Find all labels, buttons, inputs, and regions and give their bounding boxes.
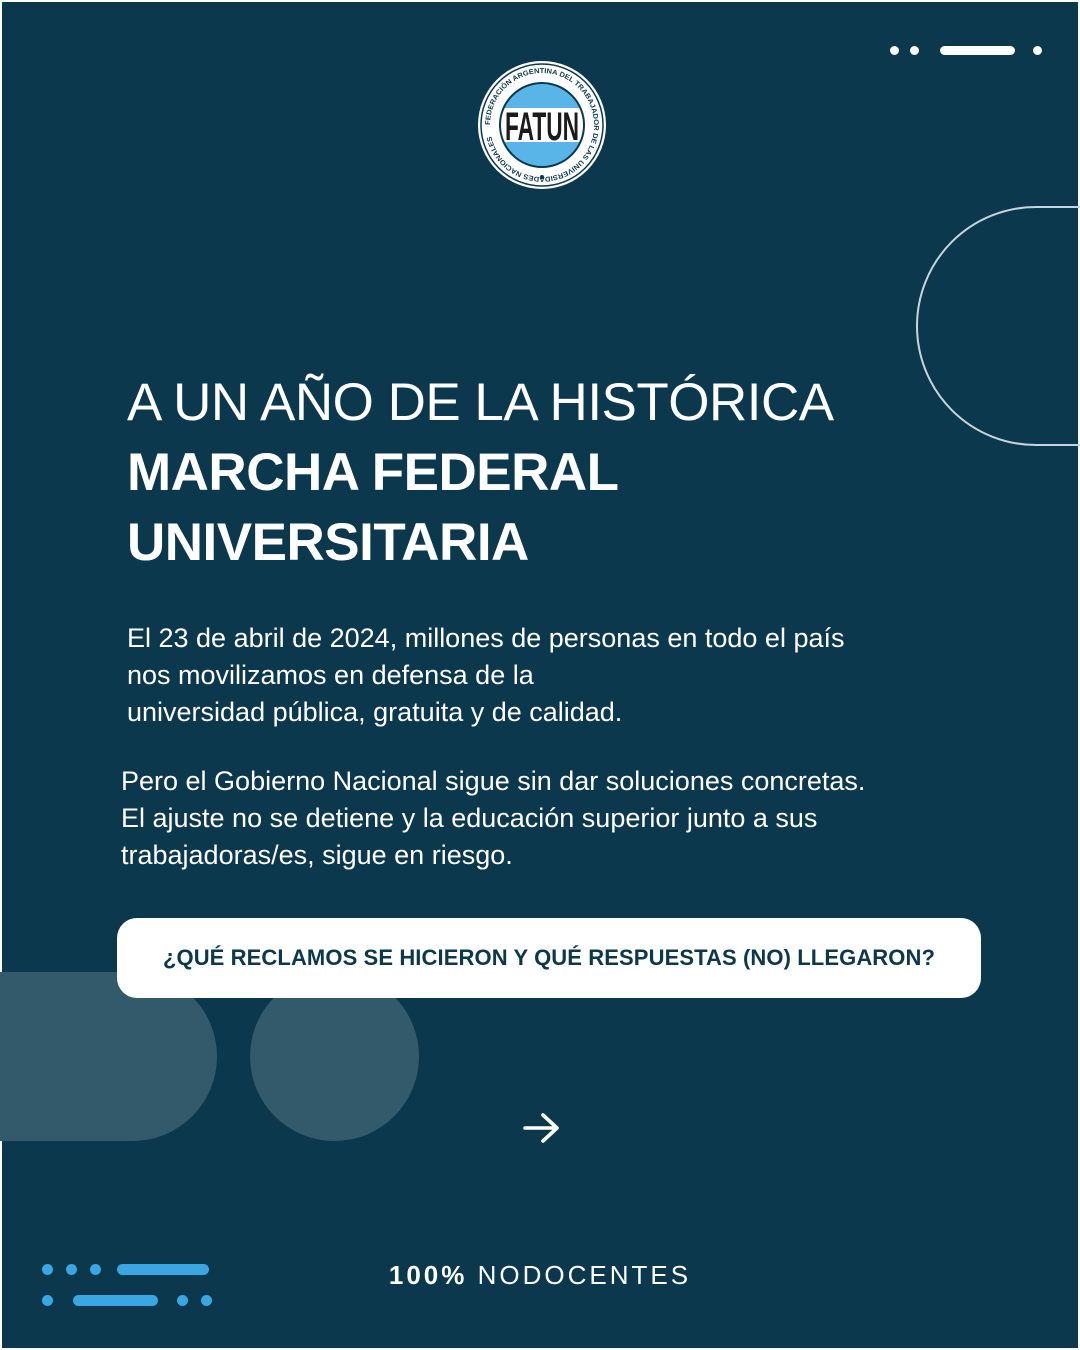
headline-line-1: A UN AÑO DE LA HISTÓRICA [127, 373, 834, 432]
footer-regular: NODOCENTES [477, 1260, 692, 1290]
headline [127, 368, 987, 578]
footer-tagline [0, 1260, 1080, 1291]
intro-line-2: nos movilizamos en defensa de la [127, 660, 534, 690]
indicator-dot [1033, 46, 1042, 55]
intro-line-1: El 23 de abril de 2024, millones de personas en todo el país [127, 623, 845, 653]
intro-line-3: universidad pública, gratuita y de calidad. [127, 697, 623, 727]
deco-dot [42, 1295, 53, 1306]
headline-line-2: MARCHA FEDERAL [127, 443, 619, 502]
deco-bar [73, 1295, 158, 1306]
fatun-logo [477, 60, 607, 190]
logo-wordmark: FATUN [505, 105, 579, 149]
indicator-dot [890, 46, 899, 55]
indicator-dot [910, 46, 919, 55]
headline-line-3: UNIVERSITARIA [127, 513, 529, 572]
arrow-right-icon[interactable] [522, 1110, 562, 1146]
question-banner [117, 918, 981, 998]
body-paragraph [121, 763, 1021, 874]
body-line-3: trabajadoras/es, sigue en riesgo. [121, 840, 513, 870]
body-line-2: El ajuste no se detiene y la educación superior junto a sus [121, 803, 818, 833]
footer-bold: 100% [388, 1260, 468, 1290]
logo-ring-text: FEDERACIÓN ARGENTINA DEL TRABAJADOR DE LAS UNIVERSID DES NACIONALES [484, 67, 600, 182]
deco-dot [201, 1295, 212, 1306]
question-banner-label: ¿QUÉ RECLAMOS SE HICIERON Y QUÉ RESPUESTAS (NO) LLEGARON? [162, 945, 936, 970]
intro-paragraph [127, 620, 1007, 731]
indicator-active-bar [940, 46, 1015, 55]
slide-indicator [890, 44, 1050, 56]
deco-dot [177, 1295, 188, 1306]
body-line-1: Pero el Gobierno Nacional sigue sin dar soluciones concretas. [121, 766, 866, 796]
